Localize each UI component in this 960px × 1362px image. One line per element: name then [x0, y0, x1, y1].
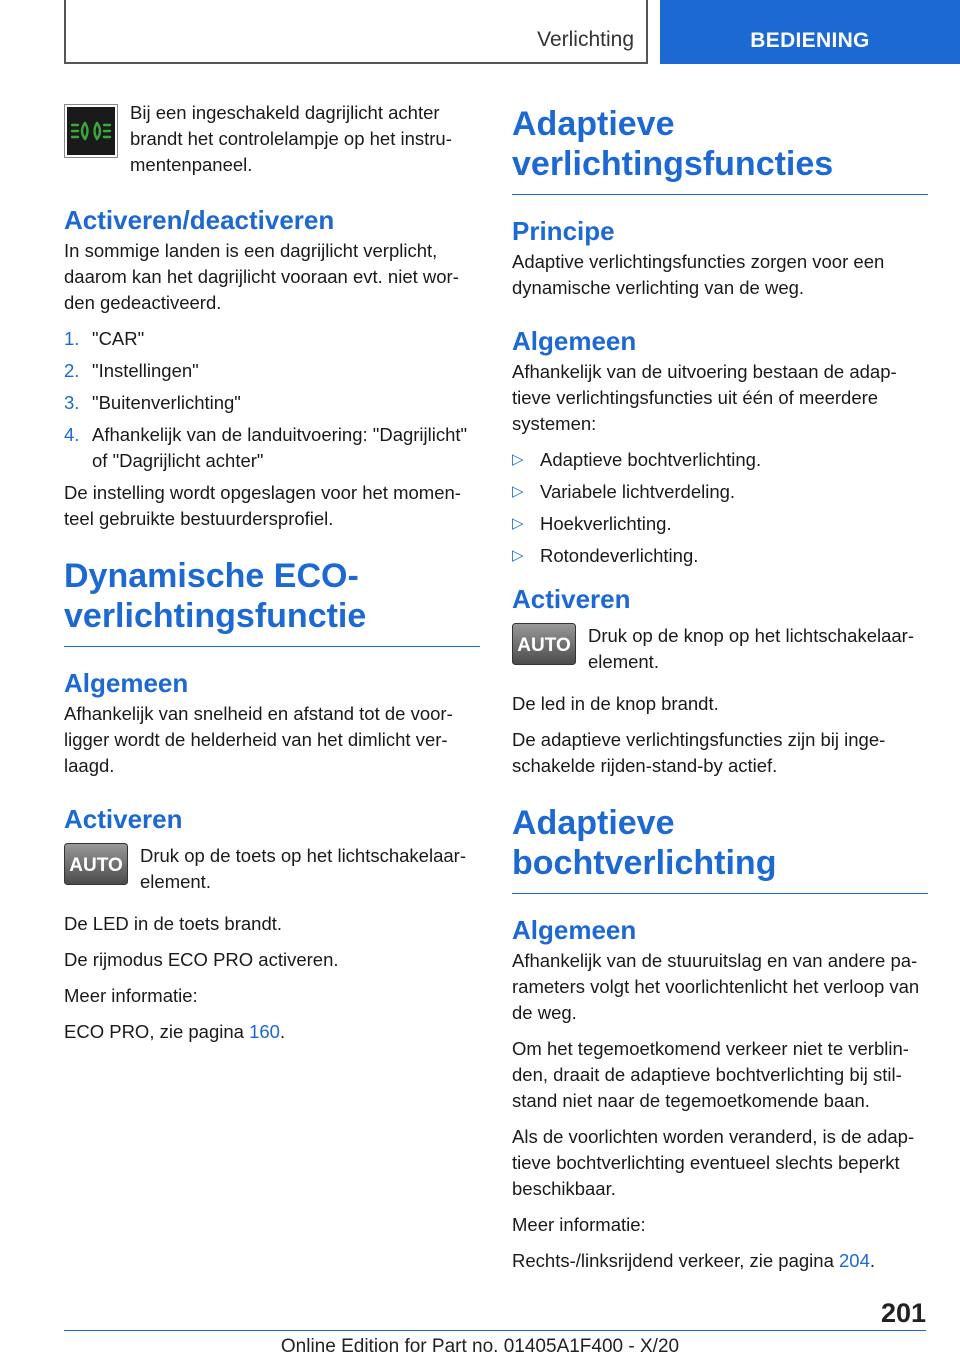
heading-general: Algemeen — [512, 915, 637, 945]
footer-divider — [64, 1330, 926, 1331]
heading-activate: Activeren — [64, 804, 183, 834]
heading-general: Algemeen — [64, 668, 189, 698]
cornering-p3: Als de voorlichten worden veranderd, is de adaptieve bochtverlichting eventueel slechts beperkt beschikbaar. — [512, 1126, 915, 1199]
bullet-triangle-icon: ▷ — [512, 515, 524, 532]
list-item: ▷ Variabele lichtverdeling. — [512, 479, 928, 505]
adaptive-p2: De adaptieve verlichtingsfuncties zijn bij ingeschakelde rijden-stand-by actief. — [512, 729, 886, 776]
heading-principle: Principe — [512, 216, 615, 246]
page-link-160[interactable]: 160 — [249, 1021, 280, 1042]
adaptive-p1: De led in de knop brandt. — [512, 693, 719, 714]
section1-text: In sommige landen is een dagrijlicht verplicht, daarom kan het dagrijlicht vooraan evt. niet worden gedeactiveerd. — [64, 240, 459, 313]
auto-button-block — [512, 623, 928, 675]
adaptive-activate-text: Druk op de knop op het lichtschakelaarelement. — [588, 625, 915, 672]
edition-text: Online Edition for Part no. 01405A1F400 - X/20 — [280, 1336, 680, 1357]
bullet-triangle-icon: ▷ — [512, 483, 524, 500]
daylight-indicator-block — [64, 100, 480, 178]
section1-after-text: De instelling wordt opgeslagen voor het momenteel gebruikte bestuurdersprofiel. — [64, 482, 461, 529]
cornering-p4: Meer informatie: — [512, 1214, 646, 1235]
list-item: ▷ Hoekverlichting. — [512, 511, 928, 537]
eco-p3: Meer informatie: — [64, 985, 198, 1006]
cornering-reference: Rechts-/linksrijdend verkeer, zie pagina 204. — [512, 1250, 876, 1271]
systems-list — [512, 447, 928, 569]
principle-text: Adaptive verlichtingsfuncties zorgen voor een dynamische verlichting van de weg. — [512, 251, 885, 298]
eco-reference: ECO PRO, zie pagina 160. — [64, 1021, 286, 1042]
chapter-title-eco: Dynamische ECO-verlichtingsfunctie — [64, 556, 480, 647]
section-title: Verlichting — [537, 28, 634, 51]
page-number: 201 — [880, 1298, 926, 1328]
chapter-title-cornering: Adaptieve bochtverlichting — [512, 803, 928, 894]
adaptive-general-text: Afhankelijk van de uitvoering bestaan de adaptieve verlichtingsfuncties uit één of meerdere systemen: — [512, 361, 897, 434]
list-item: 4. Afhankelijk van de landuitvoering: "Dagrijlicht" of "Dagrijlicht achter" — [64, 424, 468, 471]
bullet-triangle-icon: ▷ — [512, 547, 524, 564]
eco-general-text: Afhankelijk van snelheid en afstand tot de voorligger wordt de helderheid van het dimlicht verlaagd. — [64, 703, 453, 776]
auto-button-block — [64, 843, 480, 895]
svg-text:AUTO: AUTO — [69, 855, 123, 876]
list-item: ▷ Adaptieve bochtverlichting. — [512, 447, 928, 473]
header-frame — [64, 0, 648, 64]
eco-p1: De LED in de toets brandt. — [64, 913, 283, 934]
page-link-204[interactable]: 204 — [839, 1250, 870, 1271]
cornering-p1: Afhankelijk van de stuuruitslag en van andere parameters volgt het voorlichtenlicht het verloop van de weg. — [512, 950, 920, 1023]
bullet-triangle-icon: ▷ — [512, 451, 524, 468]
cornering-p2: Om het tegemoetkomend verkeer niet te verblinden, draait de adaptieve bochtverlichting bij stilstand niet naar de tegemoetkomende baan. — [512, 1038, 909, 1111]
intro-text: Bij een ingeschakeld dagrijlicht achter brandt het controlelampje op het instrumentenpaneel. — [130, 102, 452, 175]
steps-list — [64, 326, 480, 474]
list-item: 2. "Instellingen" — [64, 360, 199, 381]
eco-p2: De rijmodus ECO PRO activeren. — [64, 949, 339, 970]
daylight-indicator-icon — [64, 104, 118, 163]
chapter-title-adaptive: Adaptieve verlichtingsfuncties — [512, 104, 928, 195]
auto-button-icon — [512, 623, 576, 670]
list-item: 3. "Buitenverlichting" — [64, 392, 241, 413]
heading-general: Algemeen — [512, 326, 637, 356]
chapter-tab[interactable]: BEDIENING — [660, 0, 960, 64]
right-column — [512, 100, 928, 1284]
heading-activate: Activeren — [512, 584, 631, 614]
svg-text:AUTO: AUTO — [517, 635, 571, 656]
list-item: 1. "CAR" — [64, 328, 145, 349]
heading-activate-deactivate: Activeren/deactiveren — [64, 205, 335, 235]
eco-activate-text: Druk op de toets op het lichtschakelaarelement. — [140, 845, 466, 892]
list-item: ▷ Rotondeverlichting. — [512, 543, 928, 569]
left-column — [64, 100, 480, 1055]
auto-button-icon — [64, 843, 128, 890]
